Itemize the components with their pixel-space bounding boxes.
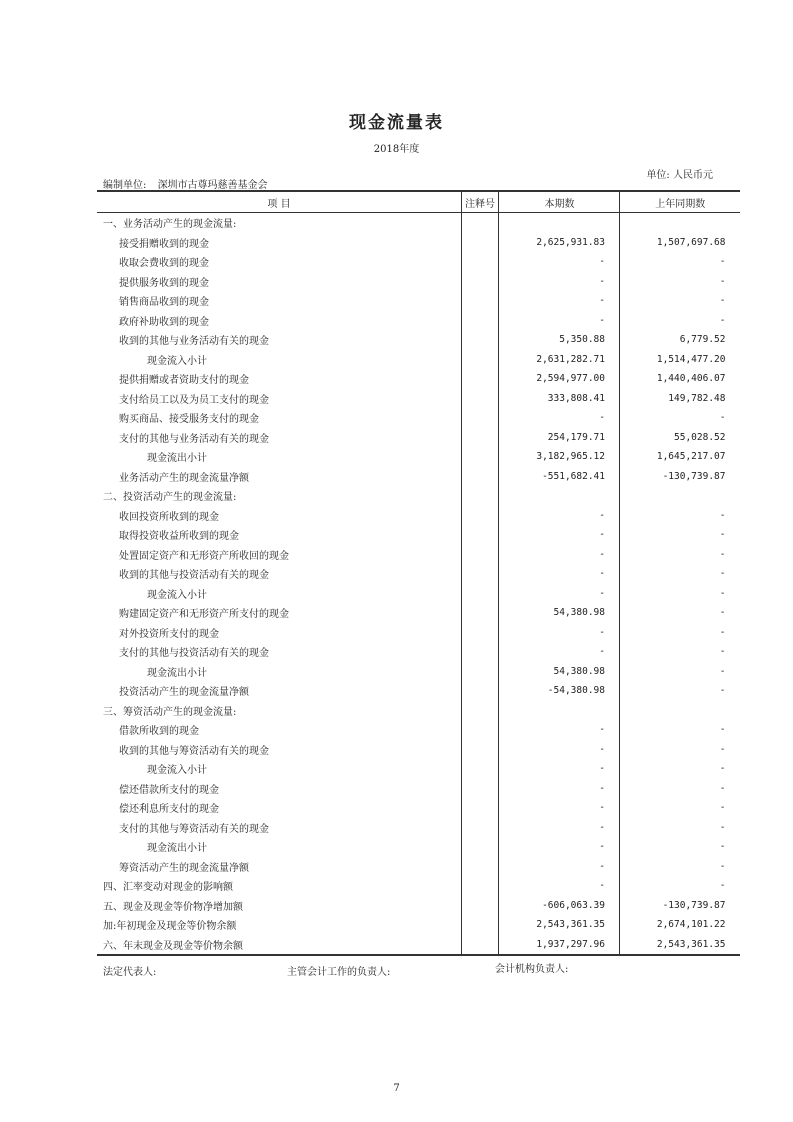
row-previous-amount: 2,543,361.35 — [620, 935, 740, 956]
row-current-amount: 2,625,931.83 — [536, 236, 605, 248]
table-header-row — [97, 191, 740, 213]
row-previous-amount: - — [620, 740, 740, 760]
table-row — [97, 623, 740, 643]
table-row — [97, 213, 740, 233]
row-current-amount — [499, 486, 620, 506]
table-row — [97, 662, 740, 682]
row-note — [462, 779, 499, 799]
row-label: 四、汇率变动对现金的影响额 — [103, 882, 233, 894]
row-label: 六、年末现金及现金等价物余额 — [97, 935, 462, 956]
table-row — [97, 506, 740, 526]
row-current-amount: 2,594,977.00 — [536, 373, 605, 385]
table-row — [97, 759, 740, 779]
table-body — [97, 213, 740, 956]
row-note — [462, 876, 499, 896]
row-note — [462, 798, 499, 818]
row-previous-amount: 6,779.52 — [620, 330, 740, 350]
row-previous-amount: - — [620, 818, 740, 838]
row-previous-amount: 1,440,406.07 — [620, 369, 740, 389]
table-row — [97, 896, 740, 916]
row-note — [462, 662, 499, 682]
statement-year: 2018年度 — [373, 144, 420, 155]
column-header-item: 项 目 — [97, 191, 462, 213]
table-row — [97, 720, 740, 740]
row-label: 现金流入小计 — [147, 765, 207, 777]
row-previous-amount: - — [620, 759, 740, 779]
row-previous-amount: - — [620, 720, 740, 740]
row-label: 收到的其他与业务活动有关的现金 — [119, 336, 269, 348]
row-label: 偿还利息所支付的现金 — [119, 804, 219, 816]
row-label: 购买商品、接受服务支付的现金 — [119, 414, 259, 426]
statement-title: 现金流量表 — [349, 113, 444, 133]
row-label: 支付的其他与业务活动有关的现金 — [119, 433, 269, 445]
table-row — [97, 935, 740, 956]
cash-flow-table-container — [97, 190, 734, 956]
row-current-amount: 254,179.71 — [547, 431, 605, 443]
row-current-amount: 5,350.88 — [559, 334, 605, 346]
table-row — [97, 369, 740, 389]
row-current-amount: 54,380.98 — [553, 665, 605, 677]
row-note — [462, 408, 499, 428]
row-previous-amount: 1,514,477.20 — [620, 350, 740, 370]
row-previous-amount: - — [620, 876, 740, 896]
row-previous-amount: - — [620, 837, 740, 857]
table-row — [97, 857, 740, 877]
page-number: 7 — [393, 1083, 400, 1094]
row-note — [462, 681, 499, 701]
row-previous-amount: 1,645,217.07 — [620, 447, 740, 467]
row-note — [462, 935, 499, 956]
row-label: 提供捐赠或者资助支付的现金 — [119, 375, 249, 387]
row-label: 业务活动产生的现金流量净额 — [119, 472, 249, 484]
row-label: 筹资活动产生的现金流量净额 — [119, 862, 249, 874]
row-note — [462, 623, 499, 643]
row-current-amount: -606,063.39 — [542, 899, 605, 911]
row-current-amount: - — [599, 880, 605, 892]
row-label: 借款所收到的现金 — [119, 726, 199, 738]
row-note — [462, 369, 499, 389]
org-name: 深圳市古尊玛慈善基金会 — [157, 180, 268, 191]
row-note — [462, 818, 499, 838]
row-note — [462, 759, 499, 779]
table-row — [97, 252, 740, 272]
currency-unit: 单位: 人民币元 — [646, 170, 713, 181]
row-current-amount: 2,631,282.71 — [536, 353, 605, 365]
table-row — [97, 447, 740, 467]
table-row — [97, 486, 740, 506]
row-note — [462, 603, 499, 623]
table-row — [97, 233, 740, 253]
table-row — [97, 818, 740, 838]
row-note — [462, 486, 499, 506]
row-current-amount: 54,380.98 — [553, 607, 605, 619]
row-previous-amount: - — [620, 662, 740, 682]
row-previous-amount: - — [620, 272, 740, 292]
row-current-amount: 3,182,965.12 — [536, 451, 605, 463]
row-label: 现金流入小计 — [147, 589, 207, 601]
row-previous-amount: -130,739.87 — [620, 896, 740, 916]
row-label: 现金流出小计 — [147, 453, 207, 465]
row-label: 提供服务收到的现金 — [119, 277, 209, 289]
row-label: 三、筹资活动产生的现金流量: — [103, 706, 237, 718]
table-row — [97, 525, 740, 545]
row-note — [462, 915, 499, 935]
accounting-head-label: 主管会计工作的负责人: — [287, 967, 391, 978]
accounting-org-head-label: 会计机构负责人: — [495, 964, 569, 975]
row-label: 收到的其他与投资活动有关的现金 — [119, 570, 269, 582]
row-current-amount: - — [599, 314, 605, 326]
row-note — [462, 740, 499, 760]
table-row — [97, 467, 740, 487]
row-previous-amount: - — [620, 584, 740, 604]
row-note — [462, 311, 499, 331]
row-previous-amount: - — [620, 506, 740, 526]
row-previous-amount: - — [620, 798, 740, 818]
row-current-amount: - — [599, 626, 605, 638]
row-note — [462, 642, 499, 662]
row-previous-amount: - — [620, 252, 740, 272]
table-row — [97, 681, 740, 701]
table-row — [97, 545, 740, 565]
table-row — [97, 408, 740, 428]
row-previous-amount: 55,028.52 — [620, 428, 740, 448]
table-row — [97, 584, 740, 604]
row-label: 收到的其他与筹资活动有关的现金 — [119, 745, 269, 757]
row-current-amount: - — [599, 763, 605, 775]
row-label: 现金流入小计 — [147, 355, 207, 367]
row-previous-amount: - — [620, 623, 740, 643]
table-row — [97, 837, 740, 857]
row-previous-amount: - — [620, 545, 740, 565]
org-label: 编制单位: — [103, 180, 147, 191]
row-previous-amount: 1,507,697.68 — [620, 233, 740, 253]
row-current-amount: - — [599, 724, 605, 736]
row-current-amount — [499, 701, 620, 721]
row-label: 偿还借款所支付的现金 — [119, 784, 219, 796]
table-row — [97, 779, 740, 799]
row-current-amount: 333,808.41 — [547, 392, 605, 404]
table-row — [97, 701, 740, 721]
row-label: 收回投资所收到的现金 — [119, 511, 219, 523]
row-label: 一、业务活动产生的现金流量: — [103, 219, 237, 231]
row-current-amount: 2,543,361.35 — [536, 919, 605, 931]
row-note — [462, 252, 499, 272]
column-header-current: 本期数 — [499, 191, 620, 213]
row-previous-amount: - — [620, 564, 740, 584]
row-previous-amount: - — [620, 408, 740, 428]
table-row — [97, 642, 740, 662]
row-current-amount: - — [599, 782, 605, 794]
row-note — [462, 272, 499, 292]
row-label: 支付的其他与投资活动有关的现金 — [119, 648, 269, 660]
row-current-amount: - — [599, 587, 605, 599]
row-label: 对外投资所支付的现金 — [119, 628, 219, 640]
row-label: 二、投资活动产生的现金流量: — [103, 492, 237, 504]
row-current-amount: - — [599, 412, 605, 424]
table-row — [97, 603, 740, 623]
row-current-amount: - — [599, 821, 605, 833]
table-row — [97, 272, 740, 292]
row-label: 五、现金及现金等价物净增加额 — [103, 901, 243, 913]
row-note — [462, 837, 499, 857]
row-label: 处置固定资产和无形资产所收回的现金 — [119, 550, 289, 562]
column-header-note: 注释号 — [462, 191, 499, 213]
row-note — [462, 857, 499, 877]
row-label: 支付的其他与筹资活动有关的现金 — [119, 823, 269, 835]
row-label: 政府补助收到的现金 — [119, 316, 209, 328]
row-current-amount: - — [599, 548, 605, 560]
row-current-amount: - — [599, 841, 605, 853]
row-current-amount: -551,682.41 — [542, 470, 605, 482]
row-previous-amount: -130,739.87 — [620, 467, 740, 487]
row-current-amount: - — [599, 275, 605, 287]
row-note — [462, 447, 499, 467]
row-current-amount: - — [599, 860, 605, 872]
row-previous-amount — [620, 213, 740, 233]
row-current-amount: -54,380.98 — [547, 685, 605, 697]
row-previous-amount: - — [620, 603, 740, 623]
row-previous-amount: 149,782.48 — [620, 389, 740, 409]
row-note — [462, 701, 499, 721]
row-previous-amount: 2,674,101.22 — [620, 915, 740, 935]
table-row — [97, 389, 740, 409]
row-current-amount: 1,937,297.96 — [499, 935, 620, 956]
row-label: 投资活动产生的现金流量净额 — [119, 687, 249, 699]
row-current-amount: - — [599, 802, 605, 814]
row-current-amount: - — [599, 529, 605, 541]
row-label: 取得投资收益所收到的现金 — [119, 531, 239, 543]
row-label: 现金流出小计 — [147, 843, 207, 855]
table-row — [97, 330, 740, 350]
reporting-entity — [103, 176, 268, 191]
table-row — [97, 564, 740, 584]
row-previous-amount — [620, 701, 740, 721]
table-row — [97, 311, 740, 331]
row-label: 支付给员工以及为员工支付的现金 — [119, 394, 269, 406]
row-label: 销售商品收到的现金 — [119, 297, 209, 309]
row-label: 加:年初现金及现金等价物余额 — [103, 921, 237, 933]
row-label: 购建固定资产和无形资产所支付的现金 — [119, 609, 289, 621]
table-row — [97, 740, 740, 760]
table-row — [97, 428, 740, 448]
row-current-amount: - — [599, 256, 605, 268]
row-note — [462, 720, 499, 740]
row-previous-amount: - — [620, 857, 740, 877]
row-current-amount: - — [599, 568, 605, 580]
row-note — [462, 213, 499, 233]
table-row — [97, 798, 740, 818]
row-note — [462, 350, 499, 370]
table-row — [97, 350, 740, 370]
row-current-amount: - — [599, 509, 605, 521]
row-previous-amount: - — [620, 311, 740, 331]
row-note — [462, 233, 499, 253]
row-previous-amount: - — [620, 681, 740, 701]
row-previous-amount — [620, 486, 740, 506]
table-row — [97, 291, 740, 311]
row-current-amount: - — [599, 743, 605, 755]
column-header-previous: 上年同期数 — [620, 191, 740, 213]
row-label: 接受捐赠收到的现金 — [119, 238, 209, 250]
row-note — [462, 291, 499, 311]
row-note — [462, 545, 499, 565]
row-note — [462, 896, 499, 916]
row-current-amount: - — [599, 646, 605, 658]
row-previous-amount: - — [620, 291, 740, 311]
row-current-amount: - — [599, 295, 605, 307]
row-note — [462, 506, 499, 526]
row-label: 现金流出小计 — [147, 667, 207, 679]
row-current-amount — [499, 213, 620, 233]
row-note — [462, 525, 499, 545]
row-note — [462, 467, 499, 487]
row-note — [462, 584, 499, 604]
row-note — [462, 389, 499, 409]
row-note — [462, 428, 499, 448]
row-label: 收取会费收到的现金 — [119, 258, 209, 270]
row-note — [462, 330, 499, 350]
row-note — [462, 564, 499, 584]
row-previous-amount: - — [620, 642, 740, 662]
row-previous-amount: - — [620, 525, 740, 545]
table-row — [97, 876, 740, 896]
row-previous-amount: - — [620, 779, 740, 799]
table-row — [97, 915, 740, 935]
legal-representative-label: 法定代表人: — [103, 967, 157, 978]
cash-flow-table — [97, 190, 740, 956]
